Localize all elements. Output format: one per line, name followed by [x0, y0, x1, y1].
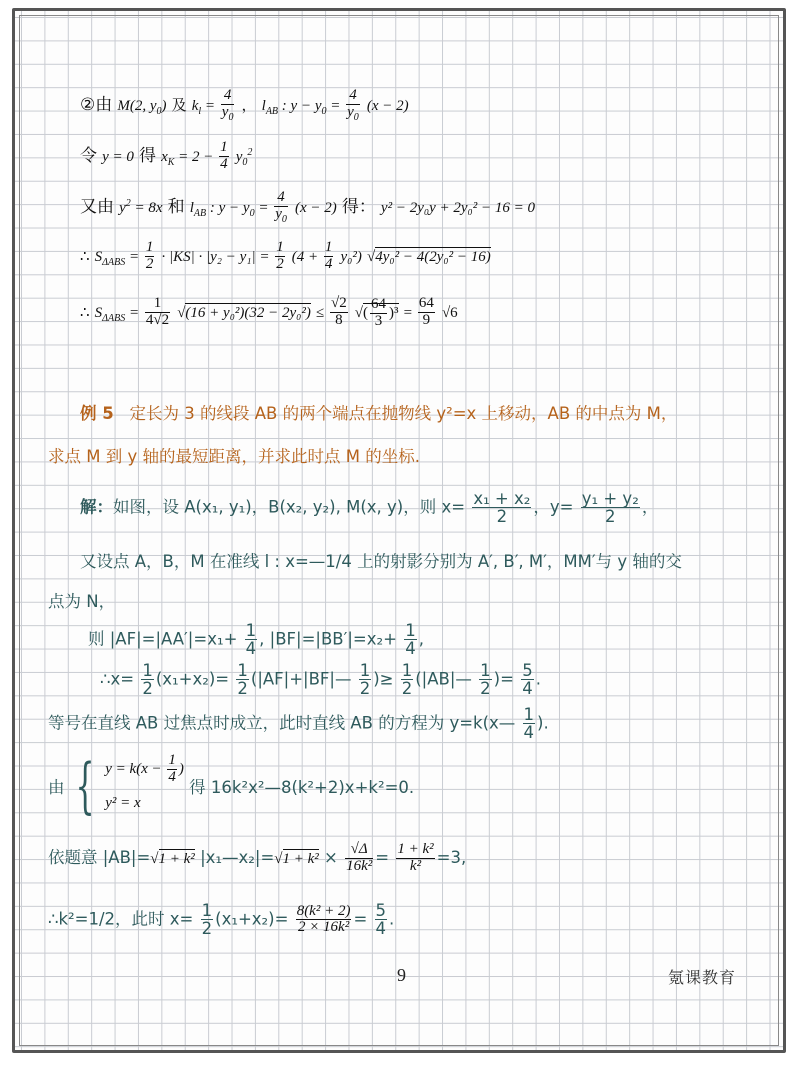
example-5-label: 例 5: [80, 404, 114, 423]
example-5-line-1: 例 5 定长为 3 的线段 AB 的两个端点在抛物线 y²=x 上移动，AB 的中点为 M，: [80, 404, 678, 423]
solution-line-3: 点为 N，: [48, 592, 116, 611]
solution-line-5: ∴x= $\frac{1}{2}$ (x₁+x₂)= $\frac{1}{2}$ (|AF|+|BF|— $\frac{1}{2}$ )≥ $\frac{1}{2}$ (|AB|— $\frac{1}{2}$ )= $\frac{5}{4}$ .: [100, 661, 541, 699]
solution-line-8: 依题意 |AB|=√1 + k² |x₁—x₂|=√1 + k² × $\frac{√\Delta}{\text{16k²}}$ = $\frac{\text{1 + k²}}{\text{k²}}$ =3,: [48, 841, 467, 874]
solution-line-1: 解：如图，设 A(x₁, y₁)，B(x₂, y₂), M(x, y)，则 x= $\frac{\text{x₁ + x₂}}{2}$ ，y= $\frac{\text{y₁ + y₂}}{2}$ ，: [80, 489, 659, 527]
system-equation-2: y² = x: [105, 795, 141, 811]
step2-line-4: ∴ $S_{\Delta ABS}$ = $\frac{1}{2}$ · |KS| · |y₂ − y₁| = $\frac{1}{2}$ (4 + $\frac{1}{4}$ y₀²) √4y₀² − 4(2y₀² − 16): [80, 239, 491, 272]
step2-line-3: 又由 $y^2 = 8x$ 和 $l_{AB}$ : $y - y_0$ = $\frac{4}{y_0}$ (x − 2) 得： y² − 2y₀y + 2y₀² − 16 = 0: [80, 189, 535, 225]
example-5-line-2: 求点 M 到 y 轴的最短距离，并求此时点 M 的坐标.: [48, 447, 420, 466]
step2-line-2: 令 y = 0 得 $x_K = 2$ − $\frac{1}{4}$ $y_0^2$: [80, 139, 253, 172]
brand-name: 氪课教育: [668, 968, 737, 987]
solution-line-9: ∴k²=1/2，此时 x= $\frac{1}{2}$ (x₁+x₂)= $\frac{\text{8(k² + 2)}}{\text{2 × 16k²}}$ = $\frac{5}{4}$ .: [48, 901, 395, 939]
solution-line-7: 由 { y = k(x − $\frac{1}{4}$ ) y² = x 得 16k²x²—8(k²+2)x+k²=0.: [48, 751, 415, 821]
step2-line-5: ∴ $S_{\Delta ABS}$ = $\frac{1}{4√2}$ √(16 + y₀²)(32 − 2y₀²) ≤ $\frac{√2}{8}$ √( $\frac{64}{3}$ )³ = $\frac{64}{9}$ √6: [80, 295, 458, 329]
solution-label: 解：: [80, 497, 113, 517]
page-number: 9: [397, 965, 406, 985]
system-equation-1: y = k(x − $\frac{1}{4}$ ): [105, 752, 184, 786]
solution-line-2: 又设点 A，B，M 在准线 l : x=—1/4 上的射影分别为 A′, B′, M′，MM′与 y 轴的交: [80, 552, 682, 571]
solution-line-4: 则 |AF|=|AA′|=x₁+ $\frac{1}{4}$ , |BF|=|BB′|=x₂+ $\frac{1}{4}$ ,: [88, 621, 424, 659]
solution-line-6: 等号在直线 AB 过焦点时成立，此时直线 AB 的方程为 y=k(x— $\frac{1}{4}$ ).: [48, 705, 549, 743]
step2-line-1: ②由 M(2, $y_0$) 及 $k_l$ = $\frac{4}{y_0}$ ， $l_{AB}$ : $y - y_0$ = $\frac{4}{y_0}$ (x − 2): [80, 87, 409, 123]
